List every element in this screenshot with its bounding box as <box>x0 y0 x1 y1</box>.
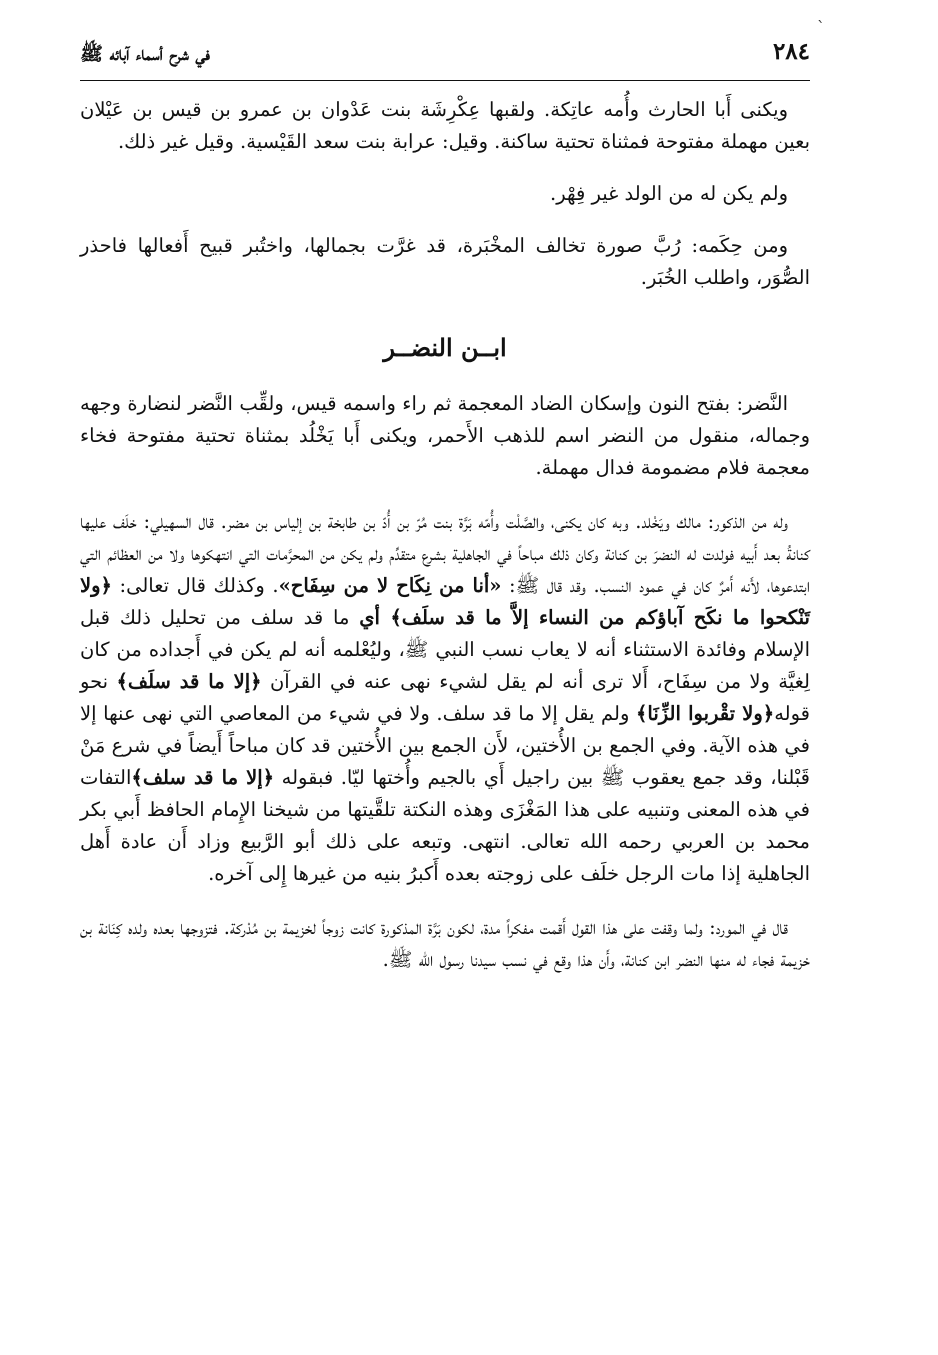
section-title: ابــن النضــر <box>383 333 507 362</box>
lineage-text-c: ما قد سلف من تحليل ذلك قبل الإسلام وفائدة الاستثناء أنه لا يعاب نسب النبي ﷺ، وليُعْلمه أنه لم يكن في أَجداده من كان لِغيَّة ولا من سِفَاح، أَلا ترى أنه لم يقل لشيء نهى عنه في القرآن <box>80 606 810 693</box>
lineage-text-f: التفات في هذه المعنى وتنبيه على هذا المَغْزَى وهذه النكتة تلقَّيتها من شيخنا الإِمام الحافظ أَبي بكر محمد بن العربي رحمه الله تعالى. انتهى. وتبعه على ذلك أبو الرَّبيع وزاد أَن عادة أَهل الجاهلية إذا مات الرجل خلَف على زوجته بعده أَكبرُ بنيه من غيرها إِلى آخره. <box>80 766 810 885</box>
header-rule <box>80 80 810 81</box>
hadith-quote: «أنا من نِكَاح لا من سِفَاح» <box>278 574 502 597</box>
lineage-text-a: وله من الذكور: مالك ويَخْلد. وبه كان يكنى، والصَّلْت وأُمّه بَرَّة بنت مُرّ بن أُدّ بن طابخة بن إلياس بن مضر. قال السهيلي: خلَف عليها كنانةُ بعد أَبيه فولدت له النضرَ بن كنانة وكان ذلك مباحاً في الجاهلية بشرع متقدِّم ولم يكن من المحرَّمات التي انتهكوها ولا من العظائم التي ابتدعوها، لأَنه أَمرٌ كان في عمود النسب. وقد قال ﷺ: <box>80 510 811 597</box>
quran-verse-except-2: ﴿إلا ما قد سلف﴾ <box>131 766 275 789</box>
paragraph-offspring: ولم يكن له من الولد غير فِهْر. <box>550 182 788 205</box>
quran-verse-zina: ﴿ولا تقْربوا الزِّنَا﴾ <box>635 702 775 725</box>
lineage-text-e: ولم يقل إلا ما قد سلف. ولا في شيء من المعاصي التي نهى عنها إلا في هذه الآية. وفي الجمع بن الأُختين، لأَن الجمع بين الأُختين قد كان مباحاً أَيضاً في شرع مَنْ قَبْلنا، وقد جمع يعقوب ﷺ بين راجيل أَي بالجيم وأُختها ليّا. فبقوله <box>80 702 810 789</box>
quran-verse-marriage: ﴿ولا تَنْكحوا ما نكَح آباؤكم من النساء إلاَّ ما قد سلَف﴾ أي <box>80 574 810 629</box>
paragraph-mawrid: قال في المورد: ولما وقفت على هذا القول أَقمت مفكراً مدة، لكون بَرَّة المذكورة كانت زوجاً لخزيمة بن مُدْركة. فتزوجها بعده ولده كِنَانة بن خزيمة فجاء له منها النضر ابن كنانة، وأَن هذا وقع في نسب سيدنا رسول الله ﷺ. <box>80 916 810 971</box>
page-header <box>80 38 810 78</box>
quran-verse-except: ﴿إلا ما قد سلَف﴾ <box>116 670 262 693</box>
paragraph-lineage <box>80 506 810 890</box>
page-number: ٢٨٤ <box>772 38 810 65</box>
lineage-text-b: . وكذلك قال تعالى: <box>111 574 279 597</box>
corner-mark: ˋ <box>817 18 825 37</box>
page-body <box>80 94 810 998</box>
running-title: في شرح أسماء آبائه ﷺ <box>80 43 210 65</box>
lineage-text-d: نحو قوله <box>80 670 810 725</box>
paragraph-aliases: ويكنى أَبا الحارث وأُمه عاتِكة. ولقبها عِكْرِشَة بنت عَدْوان بن عمرو بن قيس بن عَيْلان بعين مهملة مفتوحة فمثناة تحتية ساكنة. وقيل: عرابة بنت سعد القَيْسية. وقيل غير ذلك. <box>80 98 810 153</box>
paragraph-name-meaning: النَّضر: بفتح النون وإسكان الضاد المعجمة ثم راء واسمه قيس، ولقِّب النَّضر لنضارة وجهه وجماله، منقول من النضر اسم للذهب الأَحمر، ويكنى أَبا يَخْلُد بمثناة تحتية مفتوحة فخاء معجمة فلام مضمومة فدال مهملة. <box>80 392 810 479</box>
paragraph-wisdom: ومن حِكَمه: رُبَّ صورة تخالف المخْبَرة، قد غرَّت بجمالها، واختُبر قبيح أَفعالها فاحذر الصُّوَر، واطلب الخُبَر. <box>80 234 810 289</box>
